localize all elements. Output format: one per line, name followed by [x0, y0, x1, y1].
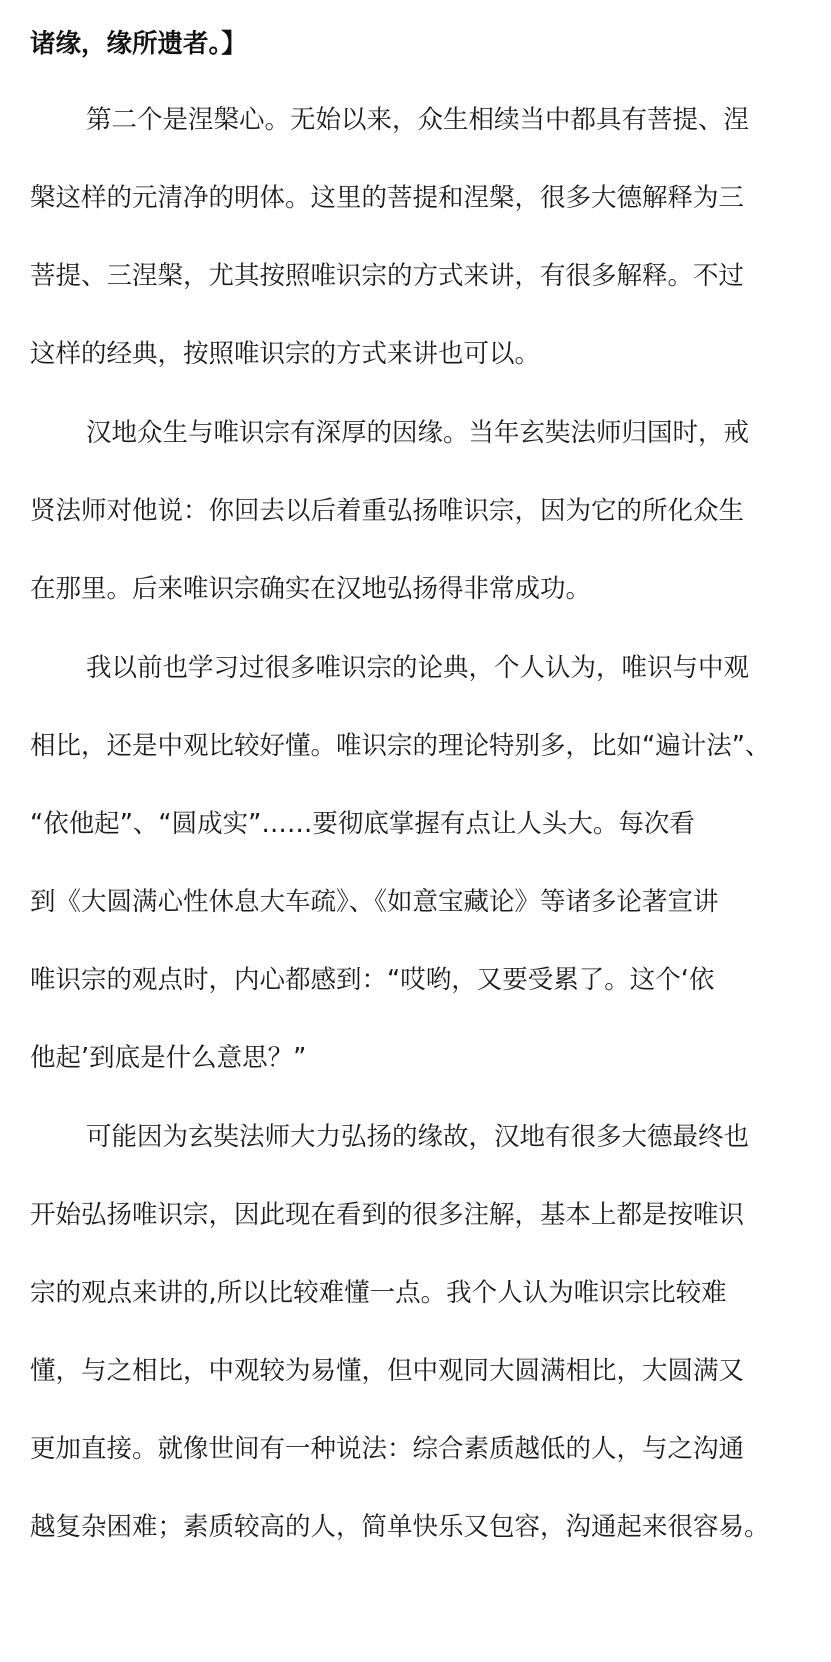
paragraph-1-line-3: 菩提、三涅槃，尤其按照唯识宗的方式来讲，有很多解释。不过: [30, 261, 745, 291]
paragraph-3-line-5: 唯识宗的观点时，内心都感到：“哎哟，又要受累了。这个‘依: [30, 965, 715, 995]
paragraph-4-line-5: 更加直接。就像世间有一种说法：综合素质越低的人，与之沟通: [30, 1434, 745, 1464]
paragraph-2-line-2: 贤法师对他说：你回去以后着重弘扬唯识宗，因为它的所化众生: [30, 496, 745, 526]
paragraph-4-line-1: 可能因为玄奘法师大力弘扬的缘故，汉地有很多大德最终也: [86, 1122, 750, 1152]
paragraph-1-line-1: 第二个是涅槃心。无始以来，众生相续当中都具有菩提、涅: [86, 105, 750, 135]
paragraph-4-line-6: 越复杂困难；素质较高的人，简单快乐又包容，沟通起来很容易。: [30, 1512, 770, 1542]
paragraph-1-line-4: 这样的经典，按照唯识宗的方式来讲也可以。: [30, 339, 541, 369]
paragraph-3-line-1: 我以前也学习过很多唯识宗的论典，个人认为，唯识与中观: [86, 653, 750, 683]
paragraph-4-line-2: 开始弘扬唯识宗，因此现在看到的很多注解，基本上都是按唯识: [30, 1200, 745, 1230]
paragraph-3-line-4: 到《大圆满心性休息大车疏》、《如意宝藏论》等诸多论著宣讲: [30, 887, 719, 917]
paragraph-2-line-3: 在那里。后来唯识宗确实在汉地弘扬得非常成功。: [30, 574, 592, 604]
paragraph-4-line-4: 懂，与之相比，中观较为易懂，但中观同大圆满相比，大圆满又: [30, 1356, 745, 1386]
paragraph-4-line-3: 宗的观点来讲的,所以比较难懂一点。我个人认为唯识宗比较难: [30, 1278, 727, 1308]
paragraph-3-line-2: 相比，还是中观比较好懂。唯识宗的理论特别多，比如“遍计法”、: [30, 731, 771, 761]
paragraph-3-line-6: 他起’到底是什么意思？”: [30, 1043, 307, 1073]
paragraph-1-line-2: 槃这样的元清净的明体。这里的菩提和涅槃，很多大德解释为三: [30, 183, 745, 213]
paragraph-2-line-1: 汉地众生与唯识宗有深厚的因缘。当年玄奘法师归国时，戒: [86, 418, 750, 448]
quote-closing-line: 诸缘，缘所遗者。】: [30, 29, 247, 59]
paragraph-3-line-3: “依他起”、“圆成实”……要彻底掌握有点让人头大。每次看: [30, 809, 695, 839]
